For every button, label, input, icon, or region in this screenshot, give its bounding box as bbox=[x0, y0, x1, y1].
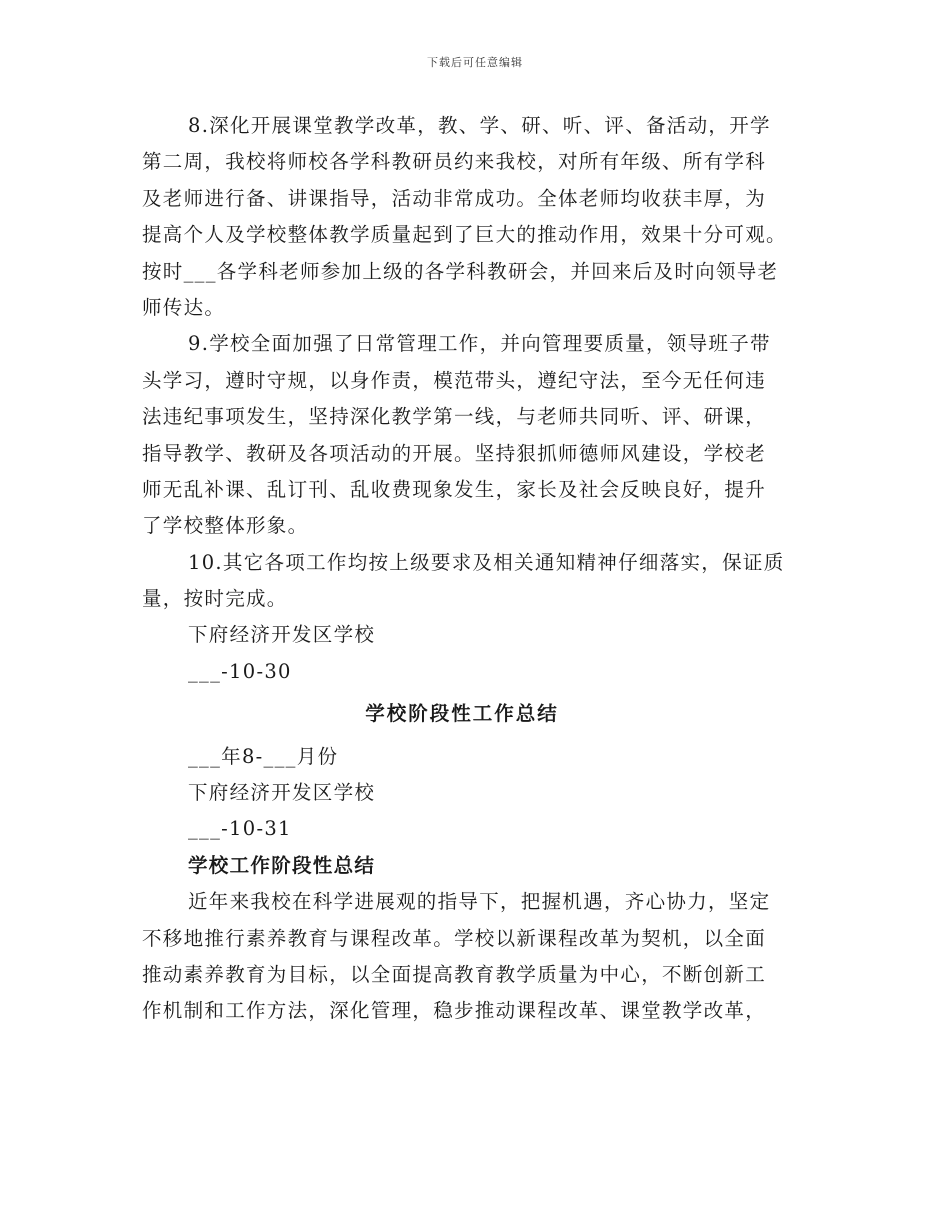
text-line: 师无乱补课、乱订刊、乱收费现象发生，家长及社会反映良好，提升 bbox=[142, 477, 767, 501]
text-line: 了学校整体形象。 bbox=[142, 514, 309, 538]
text-line: 8.深化开展课堂教学改革，教、学、研、听、评、备活动，开学 bbox=[188, 114, 771, 137]
section-title: 学校阶段性工作总结 bbox=[365, 702, 559, 726]
text-line: 作机制和工作方法，深化管理，稳步推动课程改革、课堂教学改革， bbox=[142, 999, 767, 1023]
text-line: 提高个人及学校整体教学质量起到了巨大的推动作用，效果十分可观。 bbox=[142, 223, 787, 247]
text-line: 法违纪事项发生，坚持深化教学第一线，与老师共同听、评、研课， bbox=[142, 405, 767, 429]
subheading: 学校工作阶段性总结 bbox=[188, 853, 376, 877]
header-note: 下载后可任意编辑 bbox=[427, 56, 523, 69]
text-line: 量，按时完成。 bbox=[142, 587, 288, 611]
text-line: 师传达。 bbox=[142, 295, 226, 319]
text-line: 及老师进行备、讲课指导，活动非常成功。全体老师均收获丰厚，为 bbox=[142, 186, 767, 210]
document-body bbox=[142, 108, 822, 1030]
intro-paragraph bbox=[142, 884, 822, 1030]
text-line: 推动素养教育为目标，以全面提高教育教学质量为中心，不断创新工 bbox=[142, 962, 767, 986]
text-line: 不移地推行素养教育与课程改革。学校以新课程改革为契机，以全面 bbox=[142, 926, 767, 950]
paragraph-10 bbox=[142, 545, 822, 618]
text-line: 10.其它各项工作均按上级要求及相关通知精神仔细落实，保证质 bbox=[188, 550, 785, 574]
period-line: ___年8-___月份 bbox=[188, 744, 339, 768]
signature-date: ___-10-30 bbox=[188, 659, 292, 683]
text-line: 第二周，我校将师校各学科教研员约来我校，对所有年级、所有学科 bbox=[142, 150, 767, 174]
text-line: 指导教学、教研及各项活动的开展。坚持狠抓师德师风建设，学校老 bbox=[142, 441, 767, 465]
paragraph-8 bbox=[142, 108, 822, 326]
signature-date: ___-10-31 bbox=[188, 817, 292, 841]
paragraph-9 bbox=[142, 326, 822, 544]
text-line: 按时___各学科老师参加上级的各学科教研会，并回来后及时向领导老 bbox=[142, 259, 779, 283]
text-line: 9.学校全面加强了日常管理工作，并向管理要质量，领导班子带 bbox=[188, 332, 771, 356]
signature-org: 下府经济开发区学校 bbox=[188, 623, 376, 647]
text-line: 头学习，遵时守规，以身作责，模范带头，遵纪守法，至今无任何违 bbox=[142, 368, 767, 392]
text-line: 近年来我校在科学进展观的指导下，把握机遇，齐心协力，坚定 bbox=[188, 890, 771, 914]
signature-org: 下府经济开发区学校 bbox=[188, 781, 376, 805]
